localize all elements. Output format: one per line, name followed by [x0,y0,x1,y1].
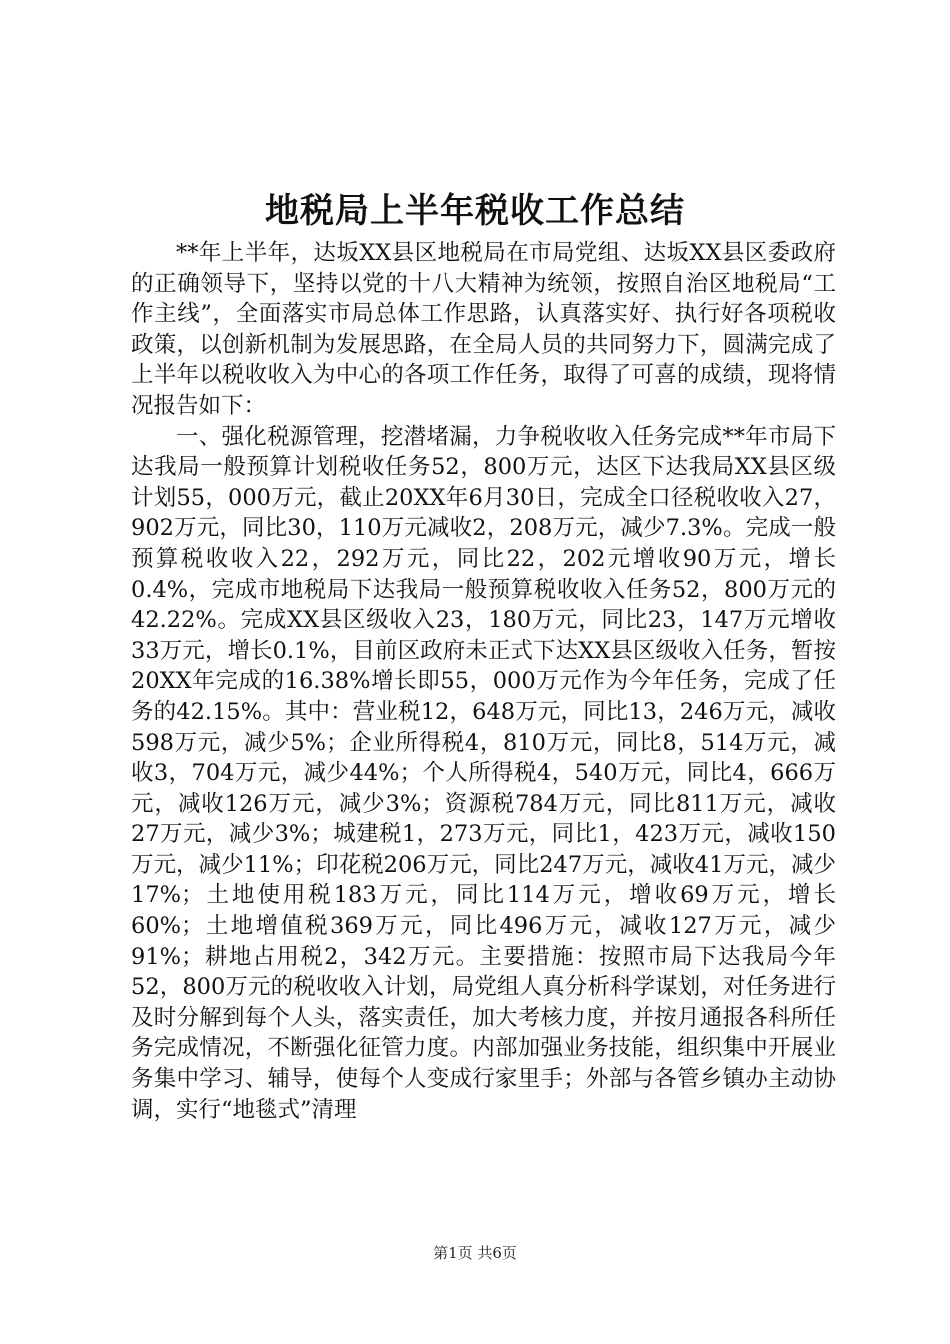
document-title: 地税局上半年税收工作总结 [265,191,685,231]
page-number-footer: 第1页 共6页 [433,1244,517,1262]
paragraph-intro: **年上半年，达坂XX县区地税局在市局党组、达坂XX县区委政府的正确领导下，坚持以党的十八大精神为统领，按照自治区地税局“工作主线”，全面落实市局总体工作思路，认真落实好、执行好各项税收政策，以创新机制为发展思路，在全局人员的共同努力下，圆满完成了上半年以税收收入为中心的各项工作任务，取得了可喜的成绩，现将情况报告如下： [131,240,836,419]
document-body [131,238,836,1125]
paragraph-section-1: 一、强化税源管理，挖潜堵漏，力争税收收入任务完成**年市局下达我局一般预算计划税收任务52，800万元，达区下达我局XX县区级计划55，000万元，截止20XX年6月30日，完成全口径税收收入27，902万元，同比30，110万元减收2，208万元，减少7.3%。完成一般预算税收收入22，292万元，同比22，202元增收90万元，增长0.4%，完成市地税局下达我局一般预算税收收入任务52，800万元的42.22%。完成XX县区级收入23，180万元，同比23，147万元增收33万元，增长0.1%，目前区政府未正式下达XX县区级收入任务，暂按20XX年完成的16.38%增长即55，000万元作为今年任务，完成了任务的42.15%。其中：营业税12，648万元，同比13，246万元，减收598万元，减少5%；企业所得税4，810万元，同比8，514万元，减收3，704万元，减少44%；个人所得税4，540万元，同比4，666万元，减收126万元，减少3%；资源税784万元，同比811万元，减收27万元，减少3%；城建税1，273万元，同比1，423万元，减收150万元，减少11%；印花税206万元，同比247万元，减收41万元，减少17%；土地使用税183万元，同比114万元，增收69万元，增长60%；土地增值税369万元，同比496万元，减收127万元，减少91%；耕地占用税2，342万元。主要措施：按照市局下达我局今年52，800万元的税收收入计划，局党组人真分析科学谋划，对任务进行及时分解到每个人头，落实责任，加大考核力度，并按月通报各科所任务完成情况，不断强化征管力度。内部加强业务技能，组织集中开展业务集中学习、辅导，使每个人变成行家里手；外部与各管乡镇办主动协调，实行“地毯式”清理 [131,423,836,1123]
